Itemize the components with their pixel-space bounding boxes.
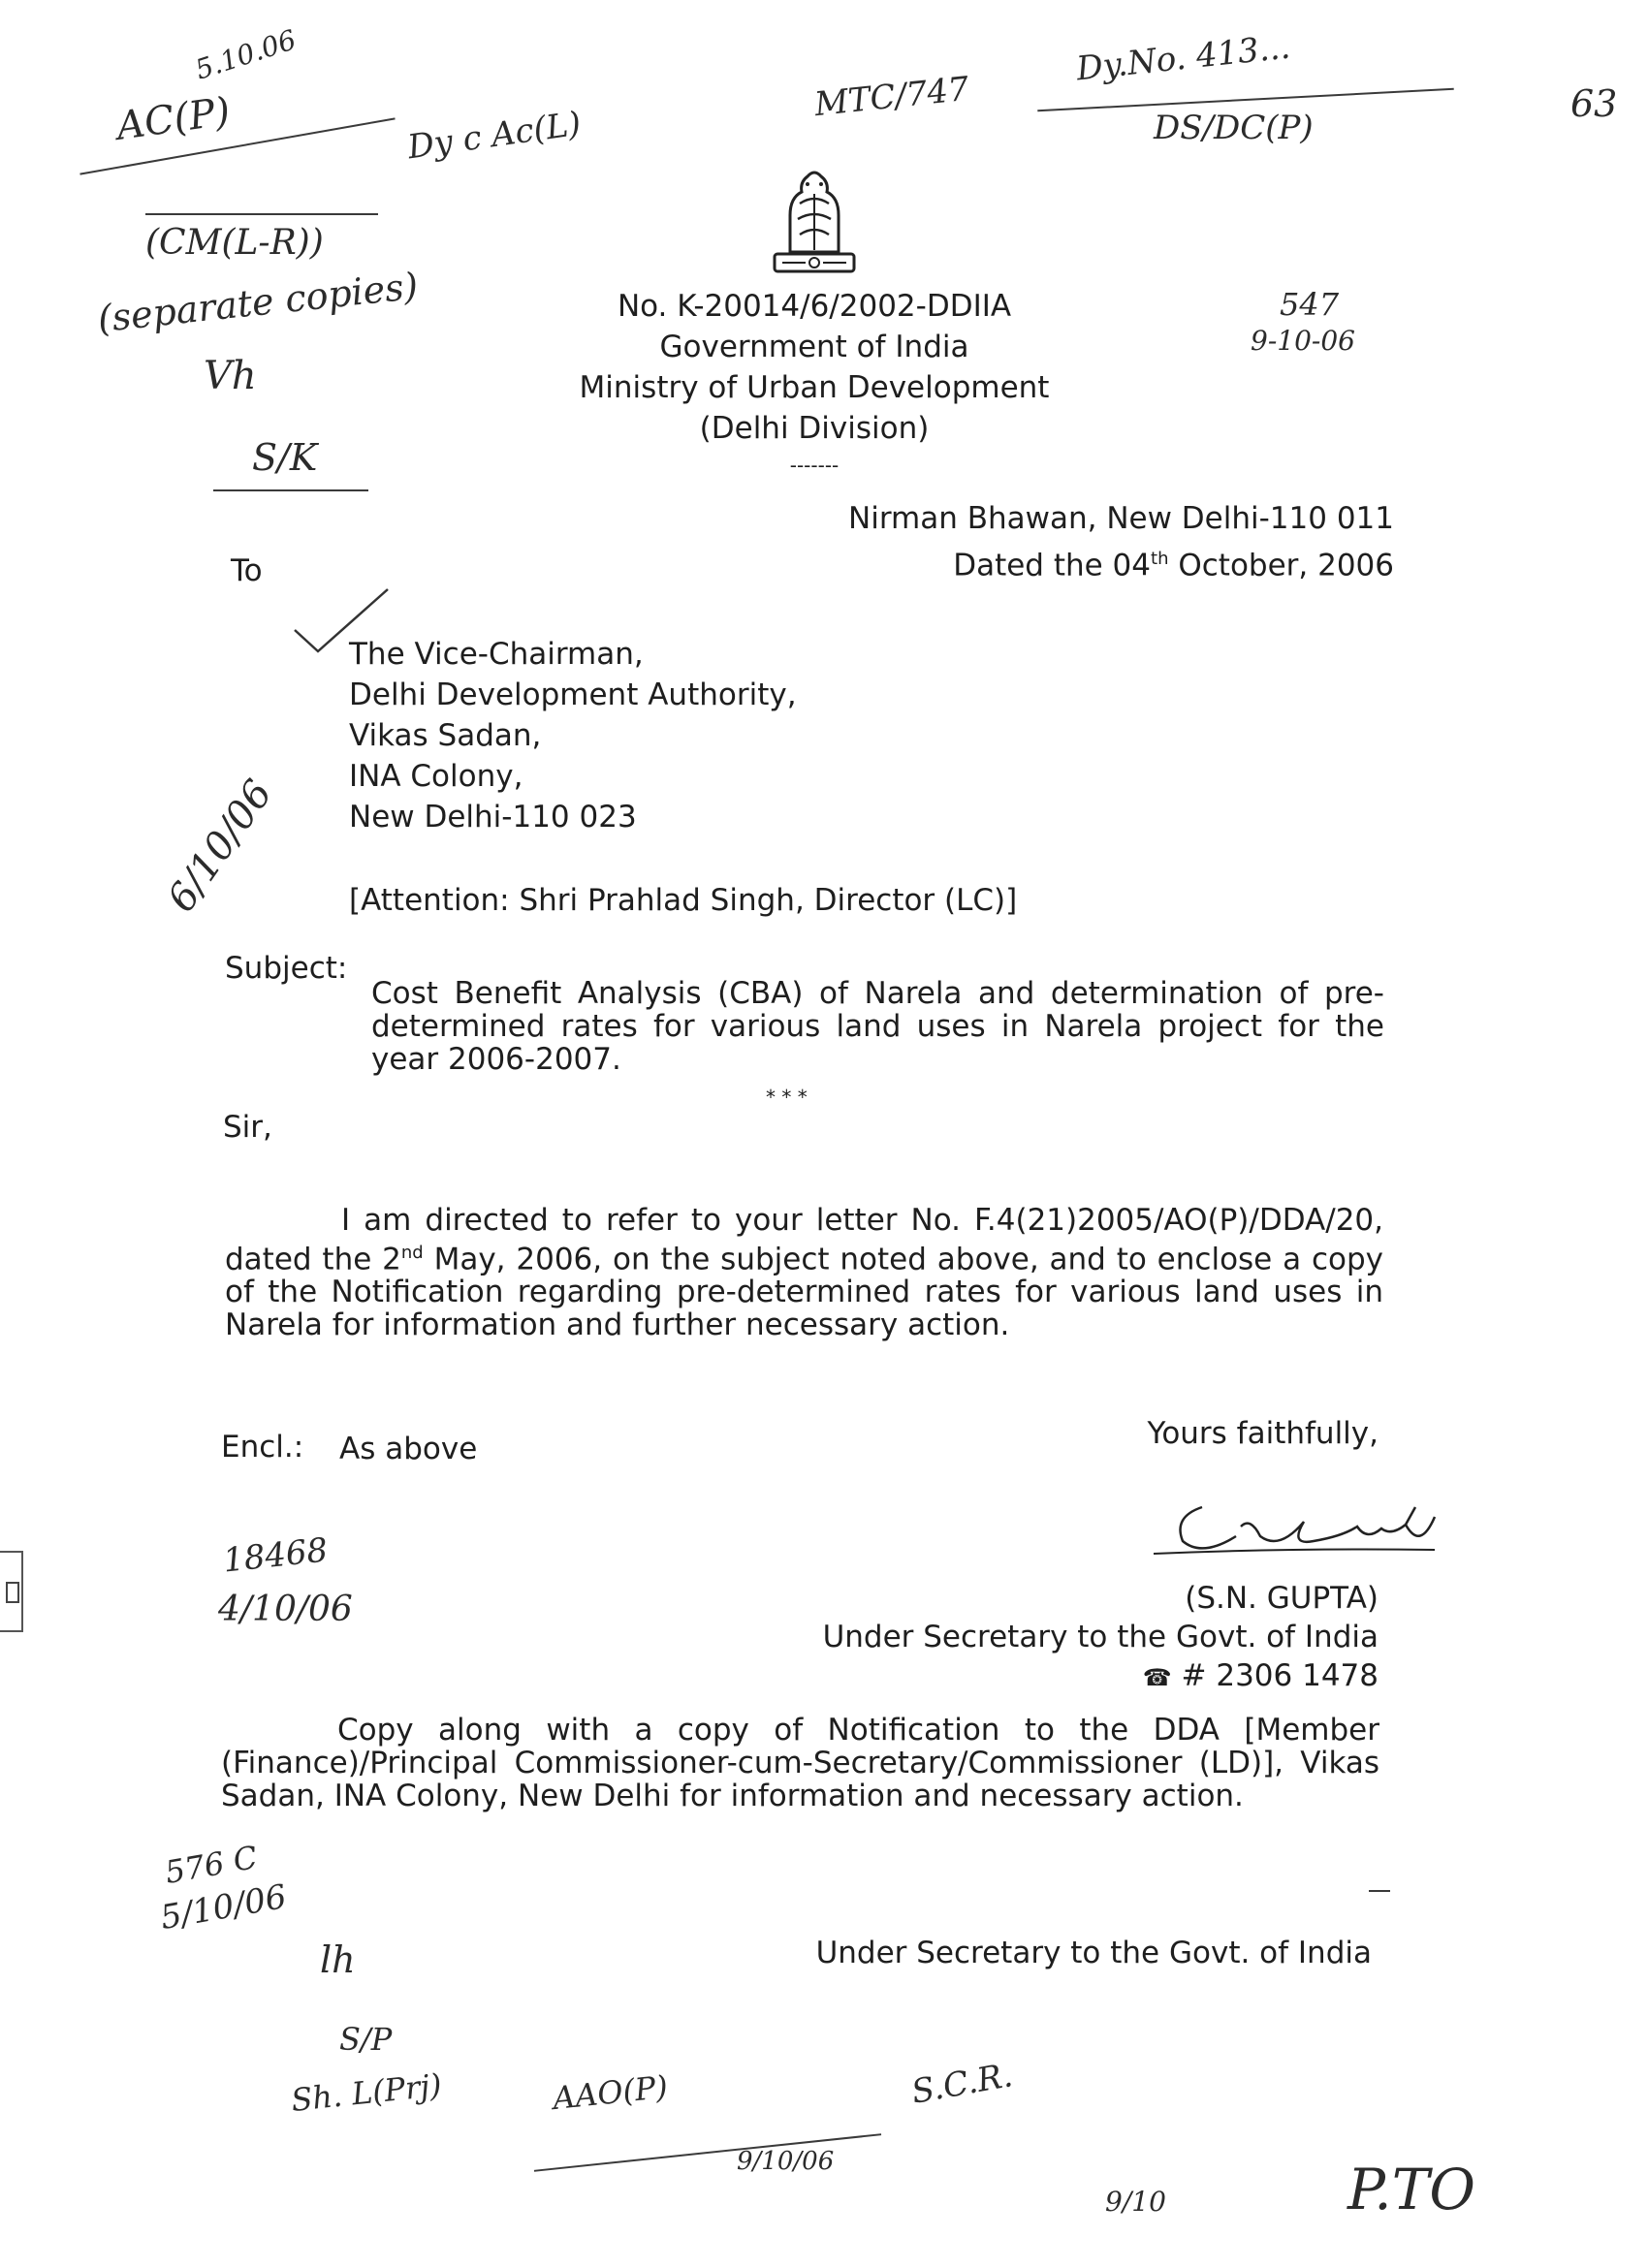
handwritten-no-576: 576 C: [162, 1838, 261, 1892]
date-line: [953, 543, 1394, 582]
date-suffix: October, 2006: [1168, 548, 1394, 583]
body-paragraph: [225, 1204, 1383, 1341]
date-prefix: Dated the 04: [953, 548, 1152, 583]
file-number: No. K-20014/6/2002-DDIIA: [617, 289, 1012, 324]
handwritten-ac-p: AC(P): [113, 89, 234, 149]
handwritten-receipt-18468: 18468: [221, 1530, 330, 1581]
handwritten-dated-4: 9/10: [1105, 2186, 1166, 2218]
handwritten-dated-3: 9/10/06: [737, 2147, 835, 2176]
copy-paragraph: Copy along with a copy of Notification to the DDA [Member (Finance)/Principal Commissioner-cum-Secretary/Commissioner (LD)], Vikas Sadan, INA Colony, New Delhi for information and necessary action.: [221, 1713, 1379, 1813]
handwritten-receipt-date: 9-10-06: [1251, 325, 1355, 357]
handwritten-initials-2: lh: [320, 1938, 356, 1981]
header-divider: -------: [789, 454, 840, 477]
subject-text: Cost Benefit Analysis (CBA) of Narela and determination of pre-determined rates for various land uses in Narela project for the year 2006-2007.: [371, 976, 1384, 1077]
signatory-designation: Under Secretary to the Govt. of India: [822, 1620, 1379, 1654]
handwritten-date-5-10: 5/10/06: [157, 1876, 290, 1938]
handwritten-receipt-547: 547: [1280, 286, 1340, 323]
government-name: Government of India: [659, 330, 969, 364]
handwritten-page-number: 63: [1570, 82, 1618, 125]
handwritten-receipt-date-2: 4/10/06: [218, 1590, 353, 1629]
handwritten-side-date: 6/10/06: [159, 772, 282, 921]
body-part-2: May, 2006, on the subject noted above, and to enclose a copy of the Notification regarding pre-determined rates for various land uses in Narela for information and further necessary action.: [225, 1242, 1383, 1343]
body-part-1: I am directed to refer to your letter No. F.4(21)2005/AO(P)/DDA/20, dated the 2: [225, 1203, 1383, 1277]
division-name: (Delhi Division): [699, 411, 930, 446]
signatory-name: (S.N. GUPTA): [1185, 1581, 1379, 1616]
handwritten-dy-c-ac: Dy c Ac(L): [405, 104, 584, 168]
handwritten-aao-p: AAO(P): [551, 2067, 670, 2118]
addressee-line-3: Vikas Sadan,: [349, 718, 542, 753]
subject-label: Subject:: [225, 951, 348, 986]
signatory-phone: # 2306 1478: [1181, 1658, 1379, 1693]
signatory-phone-line: [1143, 1659, 1379, 1694]
enclosure-label: Encl.:: [221, 1430, 304, 1465]
addressee-line-4: INA Colony,: [349, 759, 523, 794]
enclosure-value: As above: [339, 1432, 478, 1466]
body-ordinal: nd: [400, 1243, 424, 1263]
place-line: Nirman Bhawan, New Delhi-110 011: [848, 501, 1394, 536]
addressee-line-5: New Delhi-110 023: [349, 800, 637, 835]
handwritten-cm-lr: (CM(L-R)): [145, 223, 324, 263]
underline-2: [213, 489, 368, 491]
handwritten-initials-1: Vh: [204, 354, 257, 398]
addressee-line-1: The Vice-Chairman,: [349, 637, 644, 672]
ministry-name: Ministry of Urban Development: [579, 370, 1050, 405]
to-label: To: [231, 553, 263, 588]
handwritten-sign-2: S.C.R.: [908, 2056, 1016, 2112]
closing-phrase: Yours faithfully,: [1147, 1416, 1379, 1451]
handwritten-sh-lr: Sh. L(Prj): [289, 2065, 444, 2120]
handwritten-dy-no: Dy.No. 413...: [1074, 27, 1292, 89]
copy-designation: Under Secretary to the Govt. of India: [815, 1936, 1372, 1970]
signature-mark: [1144, 1468, 1512, 1565]
handwritten-ds-p: DS/DC(P): [1154, 109, 1314, 147]
handwritten-separate-copies: (separate copies): [95, 264, 421, 341]
national-emblem-icon: [771, 165, 858, 279]
handwritten-pto: P.TO: [1347, 2157, 1475, 2222]
short-dash: [1369, 1890, 1390, 1892]
separator-stars: * * *: [766, 1086, 808, 1109]
telephone-icon: ☎: [1142, 1664, 1172, 1691]
underline-1: [145, 213, 378, 215]
handwritten-sp: S/P: [339, 2021, 393, 2058]
handwritten-mark-top: MTC/747: [812, 69, 971, 125]
date-suffix-ordinal: th: [1151, 549, 1169, 569]
handwritten-dated-1: 5.10.06: [191, 23, 301, 86]
addressee-line-2: Delhi Development Authority,: [349, 677, 797, 712]
salutation: Sir,: [223, 1110, 272, 1145]
handwritten-sk: S/K: [252, 436, 318, 479]
scan-edge-artifact: [0, 1551, 23, 1632]
attention-line: [Attention: Shri Prahlad Singh, Director (LC)]: [349, 883, 1018, 918]
